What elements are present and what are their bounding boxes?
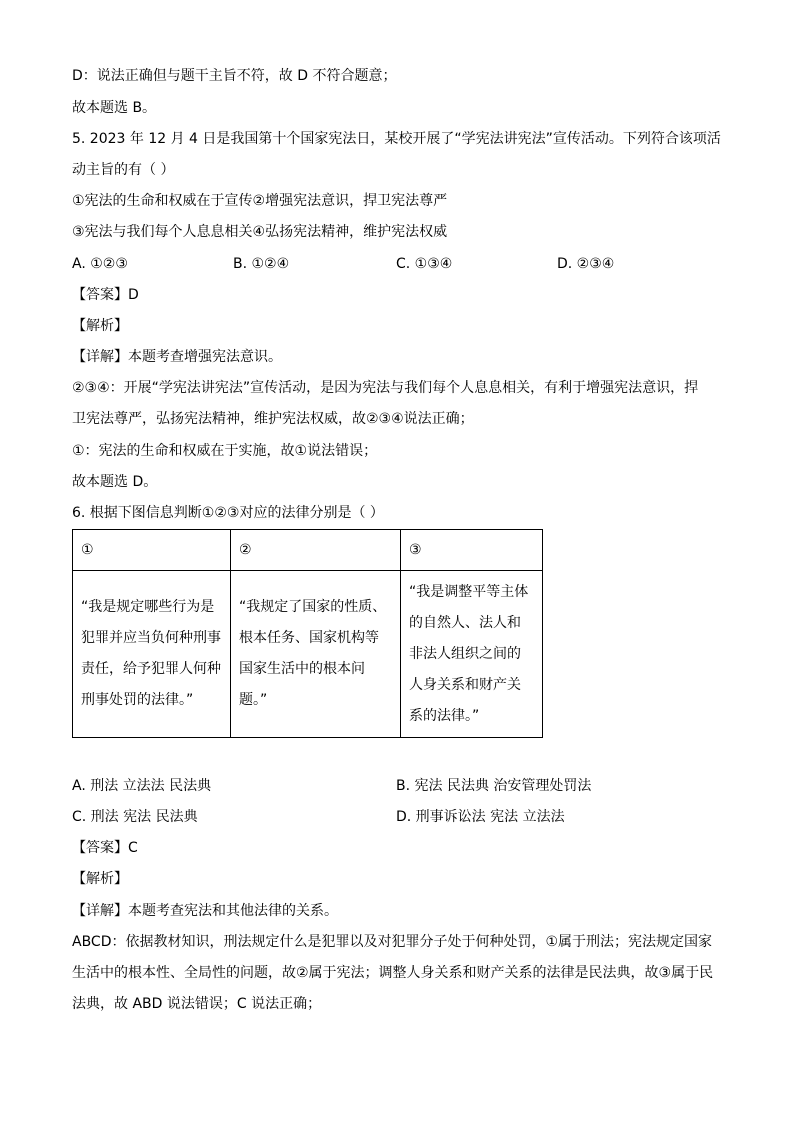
option-a: A. 刑法 立法法 民法典 [72, 778, 212, 794]
table-cell [73, 571, 231, 738]
table-cell [231, 571, 401, 738]
explanation-text: 生活中的根本性、全局性的问题，故②属于宪法；调整人身关系和财产关系的法律是民法典，故③属于民 [72, 965, 714, 981]
question-5-stem: 5. 2023 年 12 月 4 日是我国第十个国家宪法日，某校开展了“学宪法讲宪法”宣传活动。下列符合该项活 [72, 131, 721, 147]
option-c: C. 刑法 宪法 民法典 [72, 809, 198, 825]
explanation-text: 法典，故 ABD 说法错误；C 说法正确； [72, 996, 322, 1012]
detail-text: 【详解】本题考查宪法和其他法律的关系。 [72, 903, 338, 919]
option-d: D. 刑事诉讼法 宪法 立法法 [396, 809, 565, 825]
explanation-text: ②③④：开展“学宪法讲宪法”宣传活动，是因为宪法与我们每个人息息相关，有利于增强宪法意识，捍 [72, 380, 699, 396]
table-header-cell: ① [73, 530, 231, 571]
answer-label: 【答案】D [72, 287, 139, 303]
table-header-cell: ③ [401, 530, 543, 571]
explanation-text: ①：宪法的生命和权威在于实施，故①说法错误； [72, 443, 378, 459]
text-line: 故本题选 B。 [72, 100, 157, 116]
text-line: D：说法正确但与题干主旨不符，故 D 不符合题意； [72, 68, 397, 84]
explanation-text: ABCD：依据教材知识，刑法规定什么是犯罪以及对犯罪分子处于何种处罚，①属于刑法；宪法规定国家 [72, 934, 713, 950]
explanation-text: 卫宪法尊严，弘扬宪法精神，维护宪法权威，故②③④说法正确； [72, 411, 474, 427]
option-b: B. ①②④ [233, 256, 290, 272]
table-cell-text: “我规定了国家的性质、根本任务、国家机构等国家生活中的根本问题。” [239, 599, 387, 708]
law-table [72, 529, 543, 738]
question-6-stem: 6. 根据下图信息判断①②③对应的法律分别是（ ） [72, 505, 384, 521]
option-b: B. 宪法 民法典 治安管理处罚法 [396, 778, 592, 794]
table-cell-text: “我是规定哪些行为是犯罪并应当负何种刑事责任，给予犯罪人何种刑事处罚的法律。” [81, 599, 221, 708]
conclusion-text: 故本题选 D。 [72, 474, 158, 490]
option-c: C. ①③④ [396, 256, 453, 272]
option-d: D. ②③④ [557, 256, 615, 272]
answer-label: 【答案】C [72, 840, 138, 856]
analysis-label: 【解析】 [72, 871, 128, 887]
table-cell-text: “我是调整平等主体的自然人、法人和非法人组织之间的人身关系和财产关系的法律。” [409, 583, 529, 724]
analysis-label: 【解析】 [72, 318, 128, 334]
question-5-statement: ①宪法的生命和权威在于宣传②增强宪法意识，捍卫宪法尊严 [72, 193, 448, 209]
table-cell [401, 571, 543, 738]
option-a: A. ①②③ [72, 256, 128, 272]
detail-text: 【详解】本题考查增强宪法意识。 [72, 349, 282, 365]
question-5-statement: ③宪法与我们每个人息息相关④弘扬宪法精神，维护宪法权威 [72, 224, 448, 240]
table-header-cell: ② [231, 530, 401, 571]
question-5-stem: 动主旨的有（ ） [72, 162, 175, 178]
